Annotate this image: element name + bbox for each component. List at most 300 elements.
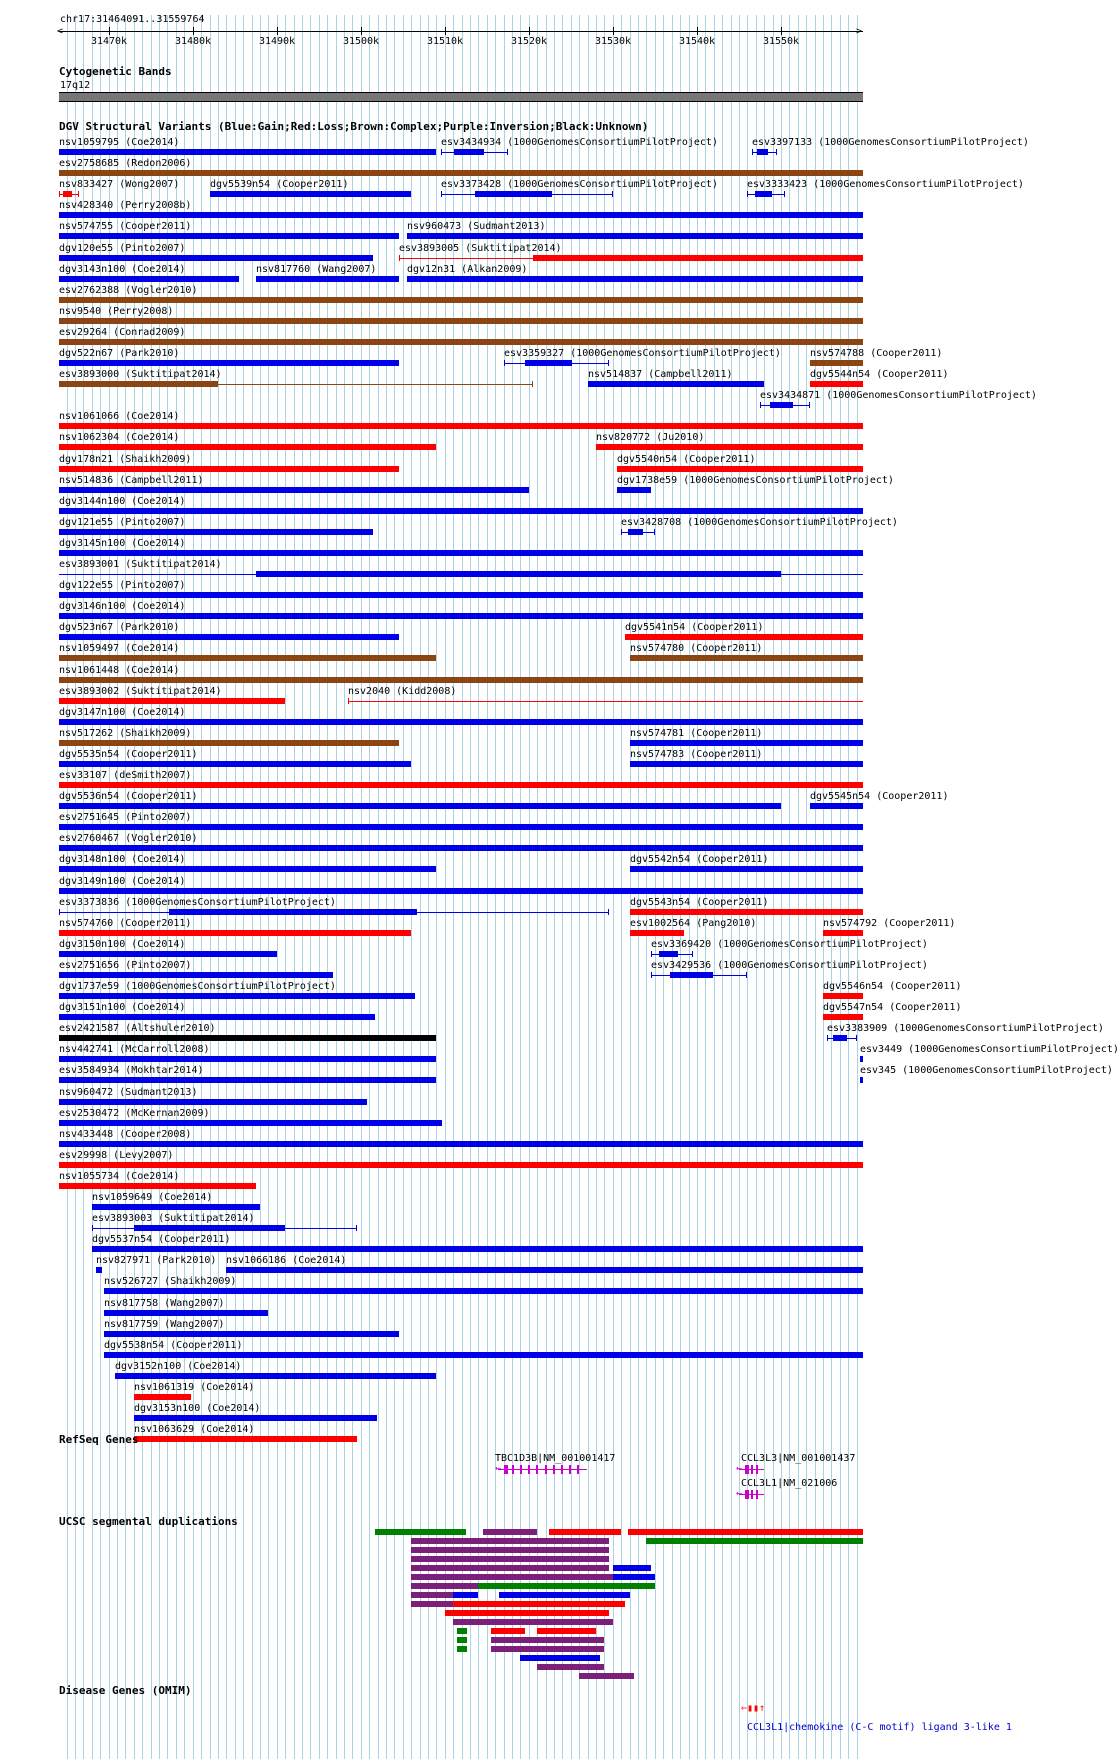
variant-label[interactable]: esv3397133 (1000GenomesConsortiumPilotProject) xyxy=(752,137,1029,148)
variant-label[interactable]: nsv9540 (Perry2008) xyxy=(59,305,174,317)
variant-bar[interactable] xyxy=(59,698,285,704)
segdup-block[interactable] xyxy=(537,1664,604,1670)
variant-label[interactable]: nsv442741 (McCarroll2008) xyxy=(59,1044,210,1056)
strand-arrow-icon: ← xyxy=(736,1488,743,1499)
variant-label[interactable]: dgv1737e59 (1000GenomesConsortiumPilotProject) xyxy=(59,981,336,992)
variant-bar[interactable] xyxy=(59,740,399,746)
omim-gene-glyph-icon[interactable]: ⇐▮▮↑ xyxy=(741,1703,766,1714)
variant-bar[interactable] xyxy=(59,1099,367,1105)
variant-bar[interactable] xyxy=(134,1436,357,1442)
variant-label[interactable]: esv29264 (Conrad2009) xyxy=(59,326,186,338)
variant-label[interactable]: esv3383909 (1000GenomesConsortiumPilotProject) xyxy=(827,1023,1104,1035)
variant-bar[interactable] xyxy=(59,592,863,598)
variant-label[interactable]: dgv121e55 (Pinto2007) xyxy=(59,516,186,528)
variant-bar[interactable] xyxy=(169,909,417,915)
variant-label[interactable]: dgv3151n100 (Coe2014) xyxy=(59,1002,186,1014)
variant-label[interactable]: nsv1061448 (Coe2014) xyxy=(59,664,180,676)
variant-bar[interactable] xyxy=(692,951,693,957)
variant-label[interactable]: dgv5538n54 (Cooper2011) xyxy=(104,1339,243,1351)
segdup-block[interactable] xyxy=(646,1538,863,1544)
variant-label[interactable]: esv3893002 (Suktitipat2014) xyxy=(59,685,222,697)
variant-bar[interactable] xyxy=(256,276,399,282)
variant-bar[interactable] xyxy=(670,972,713,978)
variant-label[interactable]: nsv428340 (Perry2008b) xyxy=(59,200,192,212)
variant-label[interactable]: nsv1059795 (Coe2014) xyxy=(59,137,180,148)
variant-bar[interactable] xyxy=(59,634,399,640)
variant-bar[interactable] xyxy=(210,191,411,197)
variant-bar[interactable] xyxy=(285,1228,357,1229)
variant-bar[interactable] xyxy=(59,655,436,661)
refseq-gene-exon[interactable] xyxy=(512,1465,514,1474)
segdup-block[interactable] xyxy=(478,1583,655,1589)
variant-label[interactable]: nsv817759 (Wang2007) xyxy=(104,1318,225,1330)
segdup-block[interactable] xyxy=(491,1637,604,1643)
variant-bar[interactable] xyxy=(59,508,863,514)
variant-bar[interactable] xyxy=(134,1415,377,1421)
variant-label[interactable]: esv1002564 (Pang2010) xyxy=(630,917,757,929)
variant-bar[interactable] xyxy=(59,529,373,535)
variant-label[interactable]: dgv5537n54 (Cooper2011) xyxy=(92,1234,231,1246)
variant-bar[interactable] xyxy=(608,909,609,915)
variant-label[interactable]: nsv574780 (Cooper2011) xyxy=(630,643,763,655)
variant-label[interactable]: dgv5541n54 (Cooper2011) xyxy=(625,622,764,634)
variant-bar[interactable] xyxy=(833,1035,847,1041)
variant-bar[interactable] xyxy=(475,191,552,197)
variant-bar[interactable] xyxy=(810,381,863,387)
ruler-tick-label: 31470k xyxy=(90,36,128,47)
variant-label[interactable]: esv3893000 (Suktitipat2014) xyxy=(59,369,222,381)
segdup-block[interactable] xyxy=(411,1574,613,1580)
variant-bar[interactable] xyxy=(757,149,768,155)
variant-bar[interactable] xyxy=(59,888,863,894)
variant-label[interactable]: nsv1055734 (Coe2014) xyxy=(59,1170,180,1182)
variant-label[interactable]: nsv827971 (Park2010) xyxy=(96,1255,217,1267)
variant-label[interactable]: nsv514836 (Campbell2011) xyxy=(59,474,204,486)
variant-label[interactable]: nsv960473 (Sudmant2013) xyxy=(407,221,546,233)
variant-bar[interactable] xyxy=(59,318,863,324)
segdup-block[interactable] xyxy=(613,1565,651,1571)
variant-bar[interactable] xyxy=(59,1162,863,1168)
variant-label[interactable]: dgv1738e59 (1000GenomesConsortiumPilotProject) xyxy=(617,474,894,486)
variant-label[interactable]: nsv817760 (Wang2007) xyxy=(256,263,377,275)
variant-label[interactable]: nsv1061066 (Coe2014) xyxy=(59,411,180,423)
variant-label[interactable]: dgv120e55 (Pinto2007) xyxy=(59,242,186,254)
segdup-block[interactable] xyxy=(411,1538,609,1544)
variant-label[interactable]: nsv833427 (Wong2007) xyxy=(59,179,180,191)
segdup-block[interactable] xyxy=(411,1592,453,1598)
segdup-track-title: UCSC segmental duplications xyxy=(59,1515,238,1528)
variant-bar[interactable] xyxy=(104,1288,863,1294)
variant-bar[interactable] xyxy=(63,191,72,197)
variant-label[interactable]: dgv5535n54 (Cooper2011) xyxy=(59,748,198,760)
variant-bar[interactable] xyxy=(134,1225,285,1231)
variant-label[interactable]: esv3373836 (1000GenomesConsortiumPilotProject) xyxy=(59,896,336,908)
variant-label[interactable]: esv3359327 (1000GenomesConsortiumPilotProject) xyxy=(504,348,781,359)
variant-bar[interactable] xyxy=(533,255,863,261)
variant-bar[interactable] xyxy=(507,149,508,155)
variant-label[interactable]: dgv178n21 (Shaikh2009) xyxy=(59,453,192,465)
variant-label[interactable]: nsv1066186 (Coe2014) xyxy=(226,1255,347,1267)
variant-bar[interactable] xyxy=(59,824,863,830)
variant-bar[interactable] xyxy=(59,930,411,936)
variant-bar[interactable] xyxy=(630,909,863,915)
variant-bar[interactable] xyxy=(59,360,399,366)
refseq-gene-label[interactable]: TBC1D3B|NM_001001417 xyxy=(495,1453,616,1464)
strand-arrow-icon: ← xyxy=(495,1463,502,1474)
variant-label[interactable]: dgv5539n54 (Cooper2011) xyxy=(210,179,349,191)
variant-bar[interactable] xyxy=(59,550,863,556)
variant-bar[interactable] xyxy=(59,972,333,978)
variant-bar[interactable] xyxy=(59,276,239,282)
variant-bar[interactable] xyxy=(630,866,863,872)
variant-bar[interactable] xyxy=(532,381,533,387)
variant-bar[interactable] xyxy=(621,529,622,535)
variant-label[interactable]: dgv12n31 (Alkan2009) xyxy=(407,263,528,275)
variant-label[interactable]: nsv1059497 (Coe2014) xyxy=(59,643,180,655)
variant-bar[interactable] xyxy=(59,170,863,176)
refseq-gene-exon[interactable] xyxy=(745,1490,749,1499)
refseq-gene-exon[interactable] xyxy=(504,1465,508,1474)
variant-bar[interactable] xyxy=(356,1225,357,1231)
variant-label[interactable]: nsv433448 (Cooper2008) xyxy=(59,1128,192,1140)
variant-label[interactable]: nsv960472 (Sudmant2013) xyxy=(59,1086,198,1098)
ruler-tick xyxy=(697,27,698,35)
variant-bar[interactable] xyxy=(59,1183,256,1189)
variant-bar[interactable] xyxy=(59,761,411,767)
variant-bar[interactable] xyxy=(59,845,863,851)
variant-bar[interactable] xyxy=(823,930,863,936)
variant-bar[interactable] xyxy=(59,909,60,915)
variant-bar[interactable] xyxy=(59,297,863,303)
variant-bar[interactable] xyxy=(348,701,863,702)
variant-bar[interactable] xyxy=(59,1056,436,1062)
variant-bar[interactable] xyxy=(596,444,863,450)
ruler-tick xyxy=(277,27,278,35)
variant-bar[interactable] xyxy=(625,634,863,640)
variant-bar[interactable] xyxy=(752,149,753,155)
variant-label[interactable]: esv3373428 (1000GenomesConsortiumPilotProject) xyxy=(441,179,718,191)
variant-label[interactable]: dgv5546n54 (Cooper2011) xyxy=(823,981,962,992)
variant-bar[interactable] xyxy=(630,740,863,746)
variant-bar[interactable] xyxy=(226,1267,863,1273)
variant-label[interactable]: dgv3150n100 (Coe2014) xyxy=(59,938,186,950)
variant-bar[interactable] xyxy=(860,1056,863,1062)
variant-bar[interactable] xyxy=(59,255,373,261)
variant-bar[interactable] xyxy=(78,191,79,197)
refseq-gene-exon[interactable] xyxy=(520,1465,522,1474)
variant-label[interactable]: esv3429536 (1000GenomesConsortiumPilotProject) xyxy=(651,959,928,971)
variant-label[interactable]: dgv3143n100 (Coe2014) xyxy=(59,263,186,275)
variant-label[interactable]: nsv574792 (Cooper2011) xyxy=(823,917,956,929)
refseq-gene-label[interactable]: CCL3L1|NM_021006 xyxy=(741,1478,838,1489)
variant-label[interactable]: nsv1063629 (Coe2014) xyxy=(134,1424,255,1436)
variant-label[interactable]: esv2751645 (Pinto2007) xyxy=(59,812,192,824)
variant-bar[interactable] xyxy=(525,360,572,366)
variant-label[interactable]: dgv5540n54 (Cooper2011) xyxy=(617,453,756,465)
omim-track-title: Disease Genes (OMIM) xyxy=(59,1684,192,1697)
variant-bar[interactable] xyxy=(59,233,399,239)
variant-bar[interactable] xyxy=(776,149,777,155)
refseq-gene-exon[interactable] xyxy=(577,1465,579,1474)
variant-bar[interactable] xyxy=(59,677,863,683)
refseq-gene-exon[interactable] xyxy=(569,1465,571,1474)
ruler-tick xyxy=(781,27,782,35)
variant-bar[interactable] xyxy=(407,233,863,239)
ruler-tick xyxy=(193,27,194,35)
segdup-block[interactable] xyxy=(375,1529,466,1535)
segdup-block[interactable] xyxy=(457,1637,467,1643)
segdup-block[interactable] xyxy=(453,1592,478,1598)
variant-bar[interactable] xyxy=(59,719,863,725)
variant-label[interactable]: nsv514837 (Campbell2011) xyxy=(588,369,733,381)
ruler-tick-label: 31540k xyxy=(678,36,716,47)
variant-label[interactable]: esv3893001 (Suktitipat2014) xyxy=(59,559,222,570)
variant-bar[interactable] xyxy=(59,613,863,619)
variant-bar[interactable] xyxy=(630,761,863,767)
variant-bar[interactable] xyxy=(115,1373,436,1379)
segdup-block[interactable] xyxy=(445,1610,609,1616)
variant-label[interactable]: esv3449 (1000GenomesConsortiumPilotProject) xyxy=(860,1044,1119,1056)
variant-bar[interactable] xyxy=(856,1035,857,1041)
variant-bar[interactable] xyxy=(770,402,793,408)
variant-label[interactable]: nsv1059649 (Coe2014) xyxy=(92,1192,213,1203)
variant-bar[interactable] xyxy=(651,951,652,957)
variant-bar[interactable] xyxy=(59,993,415,999)
variant-label[interactable]: dgv523n67 (Park2010) xyxy=(59,622,180,634)
segdup-block[interactable] xyxy=(491,1646,604,1652)
variant-bar[interactable] xyxy=(810,360,863,366)
variant-label[interactable]: dgv3145n100 (Coe2014) xyxy=(59,537,186,549)
variant-label[interactable]: dgv5543n54 (Cooper2011) xyxy=(630,896,769,908)
variant-label[interactable]: dgv3152n100 (Coe2014) xyxy=(115,1360,242,1372)
variant-label[interactable]: nsv574755 (Cooper2011) xyxy=(59,221,192,233)
variant-label[interactable]: dgv3148n100 (Coe2014) xyxy=(59,854,186,866)
variant-bar[interactable] xyxy=(628,529,643,535)
variant-label[interactable]: esv3584934 (Mokhtar2014) xyxy=(59,1065,204,1077)
variant-label[interactable]: nsv517262 (Shaikh2009) xyxy=(59,727,192,739)
variant-bar[interactable] xyxy=(860,1077,863,1083)
variant-label[interactable]: esv2530472 (McKernan2009) xyxy=(59,1107,210,1119)
variant-label[interactable]: nsv1062304 (Coe2014) xyxy=(59,432,180,444)
variant-label[interactable]: nsv1061319 (Coe2014) xyxy=(134,1381,255,1393)
variant-label[interactable]: esv2762388 (Vogler2010) xyxy=(59,284,198,296)
variant-label[interactable]: nsv526727 (Shaikh2009) xyxy=(104,1276,237,1288)
segdup-block[interactable] xyxy=(537,1628,596,1634)
variant-label[interactable]: esv3893005 (Suktitipat2014) xyxy=(399,242,562,254)
variant-bar[interactable] xyxy=(781,574,863,575)
variant-label[interactable]: nsv817758 (Wang2007) xyxy=(104,1297,225,1309)
strand-arrow-icon: ← xyxy=(736,1463,743,1474)
refseq-gene-exon[interactable] xyxy=(751,1465,753,1474)
segdup-block[interactable] xyxy=(411,1547,609,1553)
variant-label[interactable]: dgv5542n54 (Cooper2011) xyxy=(630,854,769,866)
refseq-gene-exon[interactable] xyxy=(528,1465,530,1474)
variant-bar[interactable] xyxy=(441,191,442,197)
variant-label[interactable]: esv2751656 (Pinto2007) xyxy=(59,959,192,971)
variant-bar[interactable] xyxy=(59,423,863,429)
variant-bar[interactable] xyxy=(59,574,256,575)
variant-bar[interactable] xyxy=(59,339,863,345)
variant-bar[interactable] xyxy=(104,1331,399,1337)
variant-bar[interactable] xyxy=(59,191,60,197)
variant-label[interactable]: dgv3149n100 (Coe2014) xyxy=(59,875,186,887)
refseq-gene-exon[interactable] xyxy=(561,1465,563,1474)
cyto-band[interactable] xyxy=(59,92,863,102)
variant-label[interactable]: esv345 (1000GenomesConsortiumPilotProject) xyxy=(860,1065,1113,1077)
variant-label[interactable]: esv2421587 (Altshuler2010) xyxy=(59,1023,216,1035)
variant-bar[interactable] xyxy=(755,191,772,197)
variant-bar[interactable] xyxy=(651,972,652,978)
refseq-gene-exon[interactable] xyxy=(553,1465,555,1474)
variant-bar[interactable] xyxy=(823,993,863,999)
variant-label[interactable]: nsv2040 (Kidd2008) xyxy=(348,685,457,697)
variant-bar[interactable] xyxy=(608,360,609,366)
segdup-block[interactable] xyxy=(628,1529,863,1535)
segdup-block[interactable] xyxy=(483,1529,537,1535)
variant-bar[interactable] xyxy=(92,1204,260,1210)
segdup-block[interactable] xyxy=(457,1646,467,1652)
variant-bar[interactable] xyxy=(59,951,277,957)
variant-label[interactable]: nsv574781 (Cooper2011) xyxy=(630,727,763,739)
variant-bar[interactable] xyxy=(59,466,399,472)
variant-bar[interactable] xyxy=(504,360,505,366)
segdup-block[interactable] xyxy=(491,1628,525,1634)
variant-bar[interactable] xyxy=(104,1310,268,1316)
variant-label[interactable]: esv2760467 (Vogler2010) xyxy=(59,833,198,845)
segdup-block[interactable] xyxy=(613,1574,655,1580)
variant-label[interactable]: esv3434871 (1000GenomesConsortiumPilotProject) xyxy=(760,390,1037,402)
variant-label[interactable]: dgv5544n54 (Cooper2011) xyxy=(810,369,949,381)
variant-bar[interactable] xyxy=(348,698,349,704)
variant-label[interactable]: nsv574760 (Cooper2011) xyxy=(59,917,192,929)
variant-bar[interactable] xyxy=(218,384,533,385)
refseq-gene-exon[interactable] xyxy=(545,1465,547,1474)
variant-bar[interactable] xyxy=(59,1141,863,1147)
cyto-track-title: Cytogenetic Bands xyxy=(59,65,172,78)
variant-bar[interactable] xyxy=(810,803,863,809)
variant-bar[interactable] xyxy=(760,402,761,408)
ruler-tick xyxy=(445,27,446,35)
variant-bar[interactable] xyxy=(659,951,678,957)
variant-bar[interactable] xyxy=(784,191,785,197)
variant-label[interactable]: esv3333423 (1000GenomesConsortiumPilotProject) xyxy=(747,179,1024,191)
segdup-block[interactable] xyxy=(453,1619,613,1625)
variant-bar[interactable] xyxy=(407,276,863,282)
variant-label[interactable]: dgv3147n100 (Coe2014) xyxy=(59,706,186,718)
variant-label[interactable]: dgv5547n54 (Cooper2011) xyxy=(823,1002,962,1014)
variant-bar[interactable] xyxy=(454,149,484,155)
refseq-gene-exon[interactable] xyxy=(756,1465,758,1474)
variant-bar[interactable] xyxy=(827,1035,828,1041)
variant-label[interactable]: esv3369420 (1000GenomesConsortiumPilotProject) xyxy=(651,938,928,950)
variant-bar[interactable] xyxy=(630,930,684,936)
refseq-gene-exon[interactable] xyxy=(751,1490,753,1499)
variant-bar[interactable] xyxy=(59,782,863,788)
variant-bar[interactable] xyxy=(823,1014,863,1020)
variant-label[interactable]: dgv5536n54 (Cooper2011) xyxy=(59,791,198,803)
variant-label[interactable]: esv2758685 (Redon2006) xyxy=(59,158,192,170)
variant-bar[interactable] xyxy=(96,1267,102,1273)
variant-bar[interactable] xyxy=(59,212,863,218)
variant-label[interactable]: dgv3146n100 (Coe2014) xyxy=(59,601,186,613)
variant-bar[interactable] xyxy=(59,487,529,493)
variant-label[interactable]: dgv3153n100 (Coe2014) xyxy=(134,1403,261,1414)
segdup-block[interactable] xyxy=(411,1601,453,1607)
variant-bar[interactable] xyxy=(588,381,764,387)
variant-bar[interactable] xyxy=(92,1246,863,1252)
variant-bar[interactable] xyxy=(59,149,436,155)
ruler-tick-label: 31490k xyxy=(258,36,296,47)
variant-bar[interactable] xyxy=(59,1077,436,1083)
segdup-block[interactable] xyxy=(411,1565,609,1571)
variant-bar[interactable] xyxy=(256,571,781,577)
variant-bar[interactable] xyxy=(630,655,863,661)
variant-label[interactable]: dgv3144n100 (Coe2014) xyxy=(59,495,186,507)
variant-label[interactable]: dgv122e55 (Pinto2007) xyxy=(59,580,186,592)
variant-label[interactable]: esv3434934 (1000GenomesConsortiumPilotProject) xyxy=(441,137,718,148)
refseq-gene-label[interactable]: CCL3L3|NM_001001437 xyxy=(741,1453,856,1464)
variant-bar[interactable] xyxy=(59,1035,436,1041)
variant-bar[interactable] xyxy=(59,381,218,387)
variant-label[interactable]: nsv574788 (Cooper2011) xyxy=(810,348,943,359)
variant-bar[interactable] xyxy=(654,529,655,535)
variant-bar[interactable] xyxy=(59,1014,375,1020)
refseq-gene-exon[interactable] xyxy=(536,1465,538,1474)
segdup-block[interactable] xyxy=(549,1529,621,1535)
variant-label[interactable]: esv29998 (Levy2007) xyxy=(59,1149,174,1161)
variant-label[interactable]: esv33107 (deSmith2007) xyxy=(59,770,192,781)
variant-bar[interactable] xyxy=(59,444,436,450)
variant-bar[interactable] xyxy=(59,1120,442,1126)
segdup-block[interactable] xyxy=(457,1628,467,1634)
variant-bar[interactable] xyxy=(104,1352,863,1358)
segdup-block[interactable] xyxy=(411,1556,609,1562)
variant-bar[interactable] xyxy=(399,255,400,261)
variant-label[interactable]: dgv5545n54 (Cooper2011) xyxy=(810,791,949,803)
variant-bar[interactable] xyxy=(809,402,810,408)
variant-label[interactable]: nsv574783 (Cooper2011) xyxy=(630,748,763,760)
variant-bar[interactable] xyxy=(59,866,436,872)
variant-bar[interactable] xyxy=(612,191,613,197)
segdup-block[interactable] xyxy=(499,1592,630,1598)
variant-label[interactable]: esv3893003 (Suktitipat2014) xyxy=(92,1213,255,1225)
dgv-track-title: DGV Structural Variants (Blue:Gain;Red:Loss;Brown:Complex;Purple:Inversion;Black:Unknown) xyxy=(59,120,649,133)
variant-bar[interactable] xyxy=(747,191,748,197)
variant-bar[interactable] xyxy=(617,466,863,472)
segdup-block[interactable] xyxy=(453,1601,625,1607)
variant-bar[interactable] xyxy=(746,972,747,978)
variant-bar[interactable] xyxy=(134,1394,191,1400)
segdup-block[interactable] xyxy=(579,1673,634,1679)
segdup-block[interactable] xyxy=(411,1583,478,1589)
ruler-tick-label: 31520k xyxy=(510,36,548,47)
variant-label[interactable]: dgv522n67 (Park2010) xyxy=(59,348,180,359)
variant-bar[interactable] xyxy=(59,803,781,809)
omim-gene-label[interactable]: CCL3L1|chemokine (C-C motif) ligand 3-like 1 xyxy=(747,1722,1012,1733)
ruler-tick xyxy=(613,27,614,35)
variant-bar[interactable] xyxy=(399,258,533,259)
refseq-gene-exon[interactable] xyxy=(745,1465,749,1474)
variant-bar[interactable] xyxy=(92,1228,134,1229)
ruler-tick-label: 31530k xyxy=(594,36,632,47)
refseq-gene-exon[interactable] xyxy=(756,1490,758,1499)
ruler-right-arrow-icon: > xyxy=(856,26,863,37)
variant-label[interactable]: esv3428708 (1000GenomesConsortiumPilotProject) xyxy=(621,516,898,528)
variant-bar[interactable] xyxy=(617,487,651,493)
variant-label[interactable]: nsv820772 (Ju2010) xyxy=(596,432,705,444)
variant-bar[interactable] xyxy=(441,149,442,155)
segdup-block[interactable] xyxy=(520,1655,600,1661)
